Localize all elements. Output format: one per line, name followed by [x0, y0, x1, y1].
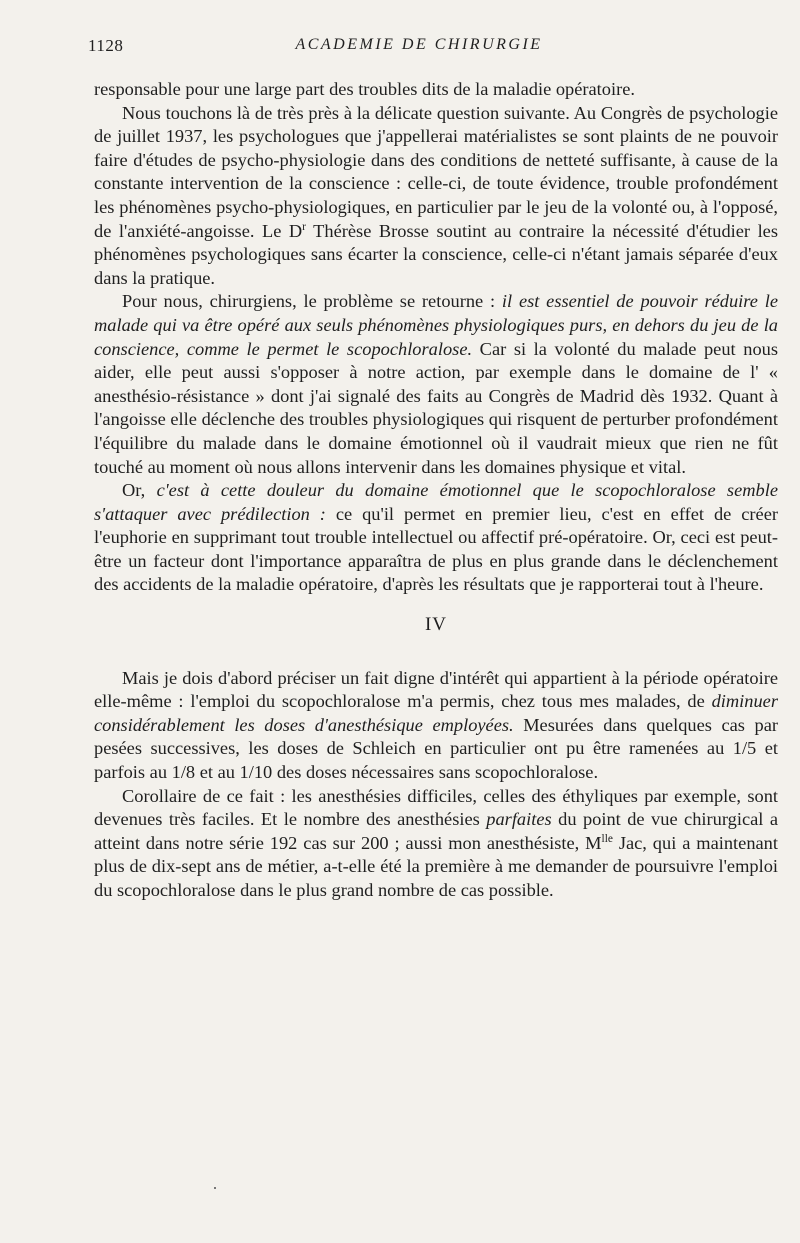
paragraph-6	[94, 785, 778, 903]
paragraph-6-italic: parfaites	[486, 809, 552, 830]
paragraph-1-text: responsable pour une large part des troubles dits de la maladie opératoire.	[94, 79, 635, 99]
paragraph-5-italic: diminuer considérablement les doses d'anesthésique employées.	[94, 691, 778, 735]
paragraph-2-text: Nous touchons là de très près à la délicate question suivante. Au Congrès de psychologie de juillet 1937, les psychologues que j'appellerai matérialistes se sont plaints de ne pouvoir faire d'études de psycho-physiologie dans des conditions de netteté suffisante, à cause de la constante intervention de la conscience : celle-ci, de toute évidence, trouble profondément les phénomènes psycho-physiologiques, en particulier par le jeu de la volonté ou, à l'opposé, de l'anxiété-angoisse. Le D	[94, 102, 778, 241]
superscript-dr: r	[302, 220, 306, 233]
paragraph-4-text: Or,	[122, 480, 157, 501]
paragraph-5-text-cont: Mesurées dans quelques cas par pesées successives, les doses de Schleich en particulier ont pu être ramenées au 1/5 et parfois au 1/8 et au 1/10 des doses nécessaires sans scopochloralose.	[94, 714, 779, 783]
paragraph-4	[94, 479, 778, 597]
page-number: 1128	[88, 36, 124, 55]
superscript-mlle: lle	[601, 832, 613, 845]
page-header	[88, 36, 750, 60]
paragraph-4-text-cont: ce qu'il permet en premier lieu, c'est en effet de créer l'euphorie en supprimant tout trouble intellectuel ou affectif pré-opératoire. Or, ceci est peut-être un facteur dont l'importance apparaîtra de plus en plus grande dans le déclenchement des accidents de la maladie opératoire, d'après les résultats que je rapporterai tout à l'heure.	[94, 503, 778, 595]
paragraph-6-text-cont: du point de vue chirurgical a atteint dans notre série 192 cas sur 200 ; aussi mon anesthésiste, M	[94, 809, 778, 853]
paragraph-6-text-end: Jac, qui a maintenant plus de dix-sept ans de métier, a-t-elle été la première à me demander de poursuivre l'emploi du scopochloralose dans le plus grand nombre de cas possible.	[94, 832, 778, 900]
paragraph-4-italic: c'est à cette douleur du domaine émotionnel que le scopochloralose semble s'attaquer avec prédilection :	[94, 480, 778, 524]
paragraph-6-text: Corollaire de ce fait : les anesthésies difficiles, celles des éthyliques par exemple, sont devenues très faciles. Et le nombre des anesthésies	[94, 785, 778, 830]
paragraph-3	[94, 290, 778, 479]
paragraph-5-text: Mais je dois d'abord préciser un fait digne d'intérêt qui appartient à la période opératoire elle-même : l'emploi du scopochloralose m'a permis, chez tous mes malades, de	[94, 667, 778, 712]
body-text	[94, 78, 778, 903]
running-title: ACADEMIE DE CHIRURGIE	[295, 36, 543, 53]
section-heading: IV	[424, 614, 448, 636]
paragraph-2	[94, 102, 778, 291]
paragraph-5	[94, 667, 778, 785]
paragraph-1	[94, 78, 778, 102]
paragraph-2-text-cont: Thérèse Brosse soutint au contraire la nécessité d'étudier les phénomènes psychologiques sans écarter la conscience, celle-ci n'étant jamais séparée d'eux dans la pratique.	[94, 220, 778, 288]
print-speck	[214, 1187, 216, 1189]
paragraph-3-italic: il est essentiel de pouvoir réduire le malade qui va être opéré aux seuls phénomènes physiologiques purs, en dehors du jeu de la conscience, comme le permet le scopochloralose.	[94, 291, 779, 359]
paragraph-3-text-cont: Car si la volonté du malade peut nous aider, elle peut aussi s'opposer à notre action, par exemple dans le domaine de l' « anesthésio-résistance » dont j'ai signalé des faits au Congrès de Madrid dès 1932. Quant à l'angoisse elle déclenche des troubles physiologiques qui risquent de perturber profondément l'équilibre du malade dans le domaine émotionnel où il vaudrait mieux que rien ne fût touché au moment où nous allons intervenir dans les domaines physique et vital.	[94, 338, 778, 477]
paragraph-3-text: Pour nous, chirurgiens, le problème se retourne :	[122, 291, 502, 312]
